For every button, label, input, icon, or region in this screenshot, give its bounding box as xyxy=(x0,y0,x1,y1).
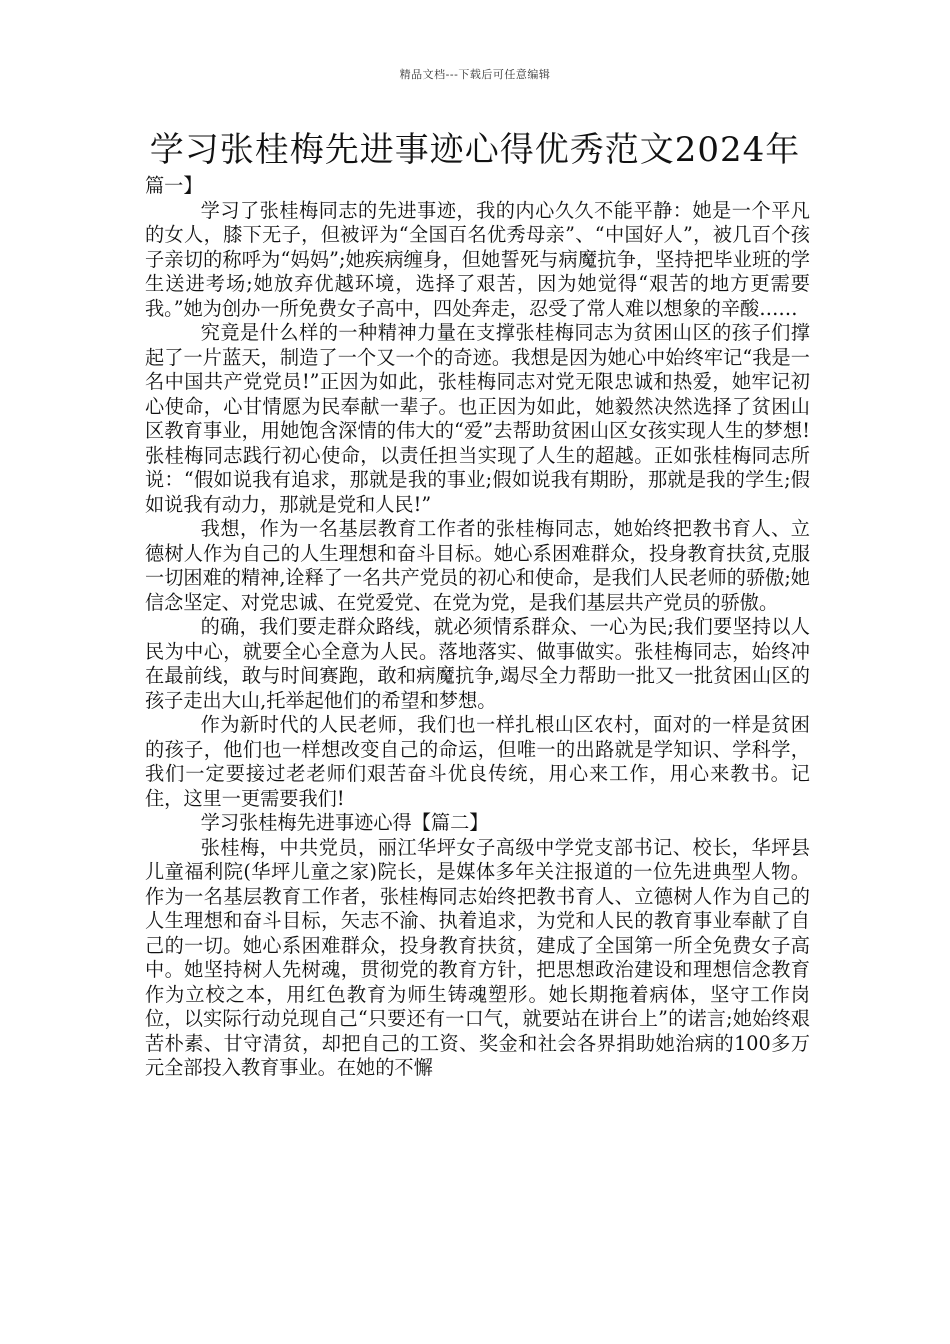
section-heading: 篇一】 xyxy=(145,174,203,197)
paragraph: 我想，作为一名基层教育工作者的张桂梅同志，她始终把教书育人、立德树人作为自己的人生理想和奋斗目标。她心系困难群众，投身教育扶贫,克服一切困难的精神,诠释了一名共产党员的初心和使命，是我们人民老师的骄傲;她信念坚定、对党忠诚、在党爱党、在党为党，是我们基层共产党员的骄傲。 xyxy=(145,517,810,614)
document-body xyxy=(145,174,810,1081)
section-heading: 学习张桂梅先进事迹心得【篇二】 xyxy=(200,811,489,834)
paragraph: 作为新时代的人民老师，我们也一样扎根山区农村，面对的一样是贫困的孩子，他们也一样想改变自己的命运，但唯一的出路就是学知识、学科学，我们一定要接过老老师们艰苦奋斗优良传统，用心来工作，用心来教书。记住，这里一更需要我们! xyxy=(145,713,810,810)
page-header-note: 精品文档---下载后可任意编辑 xyxy=(399,68,551,81)
paragraph: 究竟是什么样的一种精神力量在支撑张桂梅同志为贫困山区的孩子们撑起了一片蓝天，制造了一个又一个的奇迹。我想是因为她心中始终牢记“我是一名中国共产党党员!”正因为如此，张桂梅同志对党无限忠诚和热爱，她牢记初心使命，心甘情愿为民奉献一辈子。也正因为如此，她毅然决然选择了贫困山区教育事业，用她饱含深情的伟大的“爱”去帮助贫困山区女孩实现人生的梦想!张桂梅同志践行初心使命，以责任担当实现了人生的超越。正如张桂梅同志所说：“假如说我有追求，那就是我的事业;假如说我有期盼，那就是我的学生;假如说我有动力，那就是党和人民!” xyxy=(145,321,810,516)
paragraph: 学习了张桂梅同志的先进事迹，我的内心久久不能平静：她是一个平凡的女人，膝下无子，但被评为“全国百名优秀母亲”、“中国好人”，被几百个孩子亲切的称呼为“妈妈”;她疾病缠身，但她誓死与病魔抗争，坚持把毕业班的学生送进考场;她放弃优越环境，选择了艰苦，因为她觉得“艰苦的地方更需要我。”她为创办一所免费女子高中，四处奔走，忍受了常人难以想象的辛酸…… xyxy=(145,198,810,320)
document-title: 学习张桂梅先进事迹心得优秀范文2024年 xyxy=(149,130,801,170)
paragraph: 张桂梅，中共党员，丽江华坪女子高级中学党支部书记、校长，华坪县儿童福利院(华坪儿童之家)院长，是媒体多年关注报道的一位先进典型人物。作为一名基层教育工作者，张桂梅同志始终把教书育人、立德树人作为自己的人生理想和奋斗目标，矢志不渝、执着追求，为党和人民的教育事业奉献了自己的一切。她心系困难群众，投身教育扶贫，建成了全国第一所全免费女子高中。她坚持树人先树魂，贯彻党的教育方针，把思想政治建设和理想信念教育作为立校之本，用红色教育为师生铸魂塑形。她长期拖着病体，坚守工作岗位，以实际行动兑现自己“只要还有一口气，就要站在讲台上”的诺言;她始终艰苦朴素、甘守清贫，却把自己的工资、奖金和社会各界捐助她治病的100多万元全部投入教育事业。在她的不懈 xyxy=(145,835,810,1079)
paragraph: 的确，我们要走群众路线，就必须情系群众、一心为民;我们要坚持以人民为中心，就要全心全意为人民。落地落实、做事做实。张桂梅同志，始终冲在最前线，敢与时间赛跑，敢和病魔抗争,竭尽全力帮助一批又一批贫困山区的孩子走出大山,托举起他们的希望和梦想。 xyxy=(145,615,810,712)
